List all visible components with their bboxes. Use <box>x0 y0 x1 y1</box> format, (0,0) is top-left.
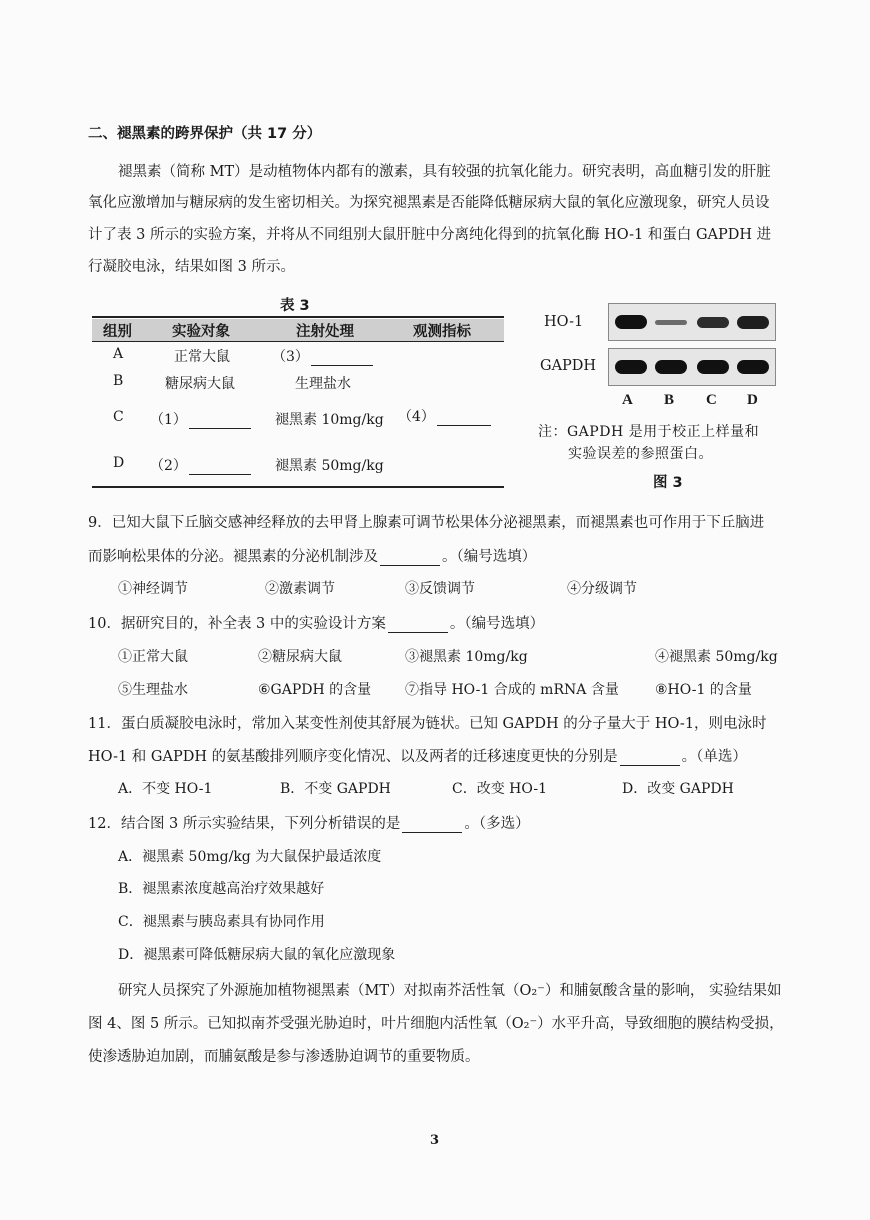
row-a-group: A <box>113 346 124 362</box>
q9-option-3: ③反馈调节 <box>405 581 475 597</box>
q10-line <box>88 612 544 633</box>
q11-stem-end: 。（单选） <box>681 749 747 765</box>
intro-line-2: 氧化应激增加与糖尿病的发生密切相关。为探究褪黑素是否能降低糖尿病大鼠的氧化应激现象，研究人员设 <box>88 195 770 211</box>
section-title: 二、褪黑素的跨界保护（共 17 分） <box>88 126 322 142</box>
q9-line-1: 9．已知大鼠下丘脑交感神经释放的去甲肾上腺素可调节松果体分泌褪黑素，而褪黑素也可作用于下丘脑进 <box>88 515 765 531</box>
q10-answer-blank[interactable] <box>388 618 448 634</box>
intro-line-1: 褪黑素（简称 MT）是动植物体内都有的激素，具有较强的抗氧化能力。研究表明，高血糖引发的肝脏 <box>118 164 771 180</box>
row-d-treatment: 褪黑素 50mg/kg <box>275 458 384 474</box>
table-bottom-rule <box>92 486 504 488</box>
lane-a: A <box>622 392 633 408</box>
gapdh-band-a <box>615 360 647 374</box>
q9-answer-blank[interactable] <box>380 551 440 567</box>
q11-line-2 <box>88 745 747 766</box>
blank-4[interactable] <box>437 411 491 426</box>
label-gapdh: GAPDH <box>540 358 597 374</box>
q12-stem-end: 。（多选） <box>464 816 530 832</box>
th-index: 观测指标 <box>413 324 471 340</box>
row-a-treatment <box>272 346 375 366</box>
blank-2[interactable] <box>189 460 251 475</box>
q10-option-8: ⑧HO-1 的含量 <box>655 682 752 698</box>
q11-option-b: B．不变 GAPDH <box>280 781 391 797</box>
q12-line <box>88 812 530 833</box>
gapdh-band-d <box>737 360 769 374</box>
gapdh-band-c <box>697 360 729 374</box>
ho1-band-b <box>655 320 687 325</box>
gapdh-band-b <box>655 360 687 374</box>
q12-option-a: A．褪黑素 50mg/kg 为大鼠保护最适浓度 <box>118 849 382 865</box>
q11-stem: HO-1 和 GAPDH 的氨基酸排列顺序变化情况、以及两者的迁移速度更快的分别是 <box>88 749 618 765</box>
q12-option-b: B．褪黑素浓度越高治疗效果越好 <box>118 881 325 897</box>
row-b-treatment: 生理盐水 <box>295 376 351 392</box>
intro-line-3: 计了表 3 所示的实验方案，并将从不同组别大鼠肝脏中分离纯化得到的抗氧化酶 HO-1 和蛋白 GAPDH 进 <box>88 227 772 243</box>
q10-option-5: ⑤生理盐水 <box>118 682 188 698</box>
q10-stem: 10．据研究目的，补全表 3 中的实验设计方案 <box>88 616 386 632</box>
row-b-subject: 糖尿病大鼠 <box>165 376 235 392</box>
q11-option-d: D．改变 GAPDH <box>622 781 734 797</box>
row-c-group: C <box>113 409 124 425</box>
intro-line-4: 行凝胶电泳，结果如图 3 所示。 <box>88 259 295 275</box>
q10-option-3: ③褪黑素 10mg/kg <box>405 649 528 665</box>
label-ho1: HO-1 <box>544 314 584 330</box>
th-subject: 实验对象 <box>172 324 230 340</box>
figure-note-1: 注：GAPDH 是用于校正上样量和 <box>538 424 760 440</box>
q9-option-4: ④分级调节 <box>567 581 637 597</box>
blank-4-label: （4） <box>398 409 435 425</box>
q10-option-2: ②糖尿病大鼠 <box>258 649 342 665</box>
table-top-rule <box>92 316 504 318</box>
blank-3[interactable] <box>311 351 373 366</box>
th-group: 组别 <box>103 324 132 340</box>
q9-option-1: ①神经调节 <box>118 581 188 597</box>
q11-option-c: C．改变 HO-1 <box>452 781 547 797</box>
blank-2-label: （2） <box>150 458 187 474</box>
row-c-subject <box>150 409 253 429</box>
row-b-group: B <box>113 373 124 389</box>
q10-option-1: ①正常大鼠 <box>118 649 188 665</box>
q10-option-7: ⑦指导 HO-1 合成的 mRNA 含量 <box>405 682 619 698</box>
q9-option-2: ②激素调节 <box>265 581 335 597</box>
blot-gapdh <box>608 348 776 386</box>
blank-1-label: （1） <box>150 412 187 428</box>
ho1-band-c <box>697 317 729 328</box>
ho1-band-a <box>615 315 647 329</box>
blank-1[interactable] <box>189 414 251 429</box>
q9-stem-end: 。（编号选填） <box>442 549 537 565</box>
q10-option-6: ⑥GAPDH 的含量 <box>258 682 372 698</box>
lane-b: B <box>664 392 675 408</box>
row-d-subject <box>150 455 253 475</box>
table-header-rule <box>92 341 504 342</box>
row-c-index <box>398 406 493 426</box>
closing-line-2: 图 4、图 5 所示。已知拟南芥受强光胁迫时，叶片细胞内活性氧（O₂⁻）水平升高，导致细胞的膜结构受损， <box>88 1016 784 1032</box>
figure-note-2: 实验误差的参照蛋白。 <box>568 446 713 462</box>
table-caption: 表 3 <box>280 298 310 314</box>
th-treatment: 注射处理 <box>296 324 354 340</box>
q9-line-2 <box>88 545 536 566</box>
q12-stem: 12．结合图 3 所示实验结果，下列分析错误的是 <box>88 816 401 832</box>
row-a-subject: 正常大鼠 <box>174 349 230 365</box>
q12-option-d: D．褪黑素可降低糖尿病大鼠的氧化应激现象 <box>118 947 396 963</box>
q9-stem: 而影响松果体的分泌。褪黑素的分泌机制涉及 <box>88 549 378 565</box>
q11-answer-blank[interactable] <box>620 751 680 767</box>
ho1-band-d <box>737 316 769 329</box>
page-number: 3 <box>430 1133 440 1148</box>
q11-option-a: A．不变 HO-1 <box>118 781 213 797</box>
lane-d: D <box>747 392 758 408</box>
blank-3-label: （3） <box>272 349 309 365</box>
closing-line-3: 使渗透胁迫加剧，而脯氨酸是参与渗透胁迫调节的重要物质。 <box>88 1049 480 1065</box>
row-d-group: D <box>113 455 125 471</box>
q12-answer-blank[interactable] <box>402 818 462 834</box>
blot-ho1 <box>608 303 776 341</box>
closing-line-1: 研究人员探究了外源施加植物褪黑素（MT）对拟南芥活性氧（O₂⁻）和脯氨酸含量的影响， 实验结果如 <box>118 983 782 999</box>
row-c-treatment: 褪黑素 10mg/kg <box>275 412 384 428</box>
q10-stem-end: 。（编号选填） <box>449 616 545 632</box>
q12-option-c: C．褪黑素与胰岛素具有协同作用 <box>118 914 325 930</box>
q11-line-1: 11．蛋白质凝胶电泳时，常加入某变性剂使其舒展为链状。已知 GAPDH 的分子量大于 HO-1，则电泳时 <box>88 716 767 732</box>
figure-caption: 图 3 <box>653 475 683 491</box>
q10-option-4: ④褪黑素 50mg/kg <box>655 649 778 665</box>
lane-c: C <box>706 392 717 408</box>
